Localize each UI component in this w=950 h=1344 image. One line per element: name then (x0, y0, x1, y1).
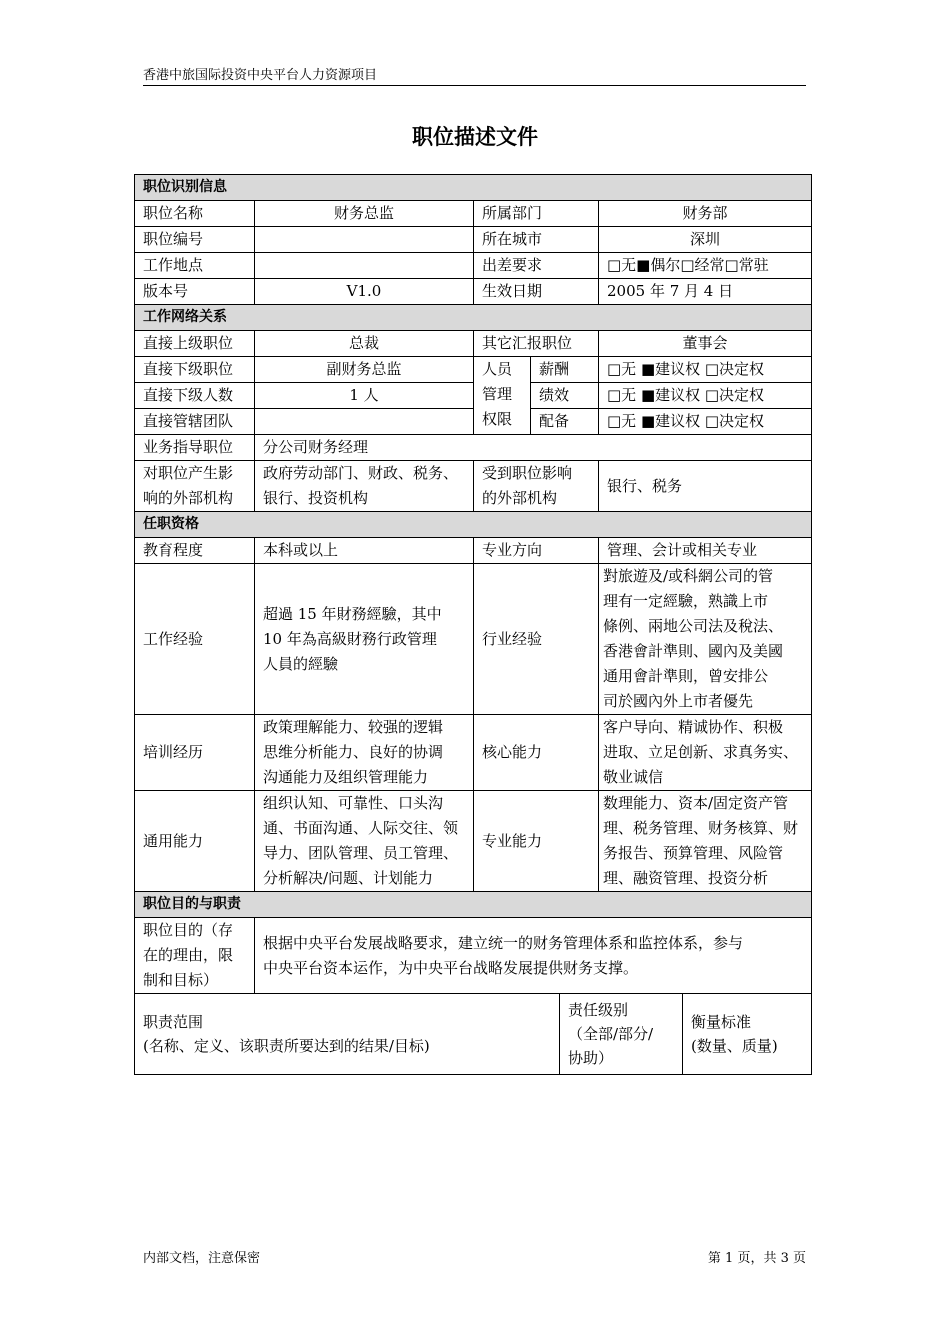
section-header: 职位识别信息 (135, 175, 812, 201)
field-label: 直接管辖团队 (135, 409, 255, 435)
field-value: 本科或以上 (255, 538, 474, 564)
field-label: 出差要求 (474, 253, 599, 279)
field-value: 银行、税务 (599, 461, 812, 512)
field-label: 直接下级人数 (135, 383, 255, 409)
field-value: 對旅遊及/或科網公司的管 理有一定經驗，熟識上市 條例、兩地公司法及稅法、 香港會計準則、國內及美國 通用會計準則，曾安排公 司於國內外上市者優先 (599, 564, 812, 715)
field-value (255, 253, 474, 279)
field-label: 通用能力 (135, 791, 255, 892)
field-value (255, 227, 474, 253)
field-value: 管理、会计或相关专业 (599, 538, 812, 564)
field-value: 1 人 (255, 383, 474, 409)
field-label: 工作经验 (135, 564, 255, 715)
document-title: 职位描述文件 (412, 124, 538, 149)
authority-item-label: 绩效 (531, 383, 599, 409)
duty-scope-header: 职责范围 (名称、定义、该职责所要达到的结果/目标) (135, 994, 560, 1075)
field-label: 生效日期 (474, 279, 599, 305)
field-value: 政策理解能力、较强的逻辑 思维分析能力、良好的协调 沟通能力及组织管理能力 (255, 715, 474, 791)
field-value: 2005 年 7 月 4 日 (599, 279, 812, 305)
field-label: 所在城市 (474, 227, 599, 253)
field-value: 财务部 (599, 201, 812, 227)
field-label: 培训经历 (135, 715, 255, 791)
footer-page-number: 第 1 页，共 3 页 (707, 1251, 806, 1266)
field-label: 专业能力 (474, 791, 599, 892)
field-label: 所属部门 (474, 201, 599, 227)
field-value: 总裁 (255, 331, 474, 357)
field-label: 工作地点 (135, 253, 255, 279)
field-value: 分公司财务经理 (255, 435, 812, 461)
authority-item-value: □无 ■建议权 □决定权 (599, 409, 812, 435)
field-label: 直接上级职位 (135, 331, 255, 357)
page-header: 香港中旅国际投资中央平台人力资源项目 (143, 64, 806, 86)
field-value: 组织认知、可靠性、口头沟 通、书面沟通、人际交往、领 导力、团队管理、员工管理、 分析解决/问题、计划能力 (255, 791, 474, 892)
field-value: 财务总监 (255, 201, 474, 227)
field-label: 业务指导职位 (135, 435, 255, 461)
field-label: 其它汇报职位 (474, 331, 599, 357)
field-value: 数理能力、资本/固定资产管 理、税务管理、财务核算、财 务报告、预算管理、风险管 理、融资管理、投资分析 (599, 791, 812, 892)
field-label: 行业经验 (474, 564, 599, 715)
duty-header-table (134, 993, 812, 1075)
field-label: 职位编号 (135, 227, 255, 253)
field-value: V1.0 (255, 279, 474, 305)
field-label: 教育程度 (135, 538, 255, 564)
field-label: 对职位产生影 响的外部机构 (135, 461, 255, 512)
section-header: 职位目的与职责 (135, 892, 812, 918)
field-value: 根据中央平台发展战略要求，建立统一的财务管理体系和监控体系，参与 中央平台资本运作，为中央平台战略发展提供财务支撑。 (255, 918, 812, 994)
authority-item-value: □无 ■建议权 □决定权 (599, 357, 812, 383)
section-header: 任职资格 (135, 512, 812, 538)
field-label: 职位目的（存 在的理由，限 制和目标） (135, 918, 255, 994)
field-value: □无■偶尔□经常□常驻 (599, 253, 812, 279)
field-value: 政府劳动部门、财政、税务、 银行、投资机构 (255, 461, 474, 512)
authority-item-label: 配备 (531, 409, 599, 435)
field-value: 客户导向、精诚协作、积极 进取、立足创新、求真务实、 敬业诚信 (599, 715, 812, 791)
field-label: 直接下级职位 (135, 357, 255, 383)
job-description-table (134, 174, 812, 994)
section-header: 工作网络关系 (135, 305, 812, 331)
duty-level-header: 责任级别 （全部/部分/ 协助） (560, 994, 683, 1075)
field-label: 职位名称 (135, 201, 255, 227)
field-value: 深圳 (599, 227, 812, 253)
field-value: 董事会 (599, 331, 812, 357)
field-label: 专业方向 (474, 538, 599, 564)
field-label: 版本号 (135, 279, 255, 305)
field-label: 受到职位影响 的外部机构 (474, 461, 599, 512)
duty-measure-header: 衡量标准 (数量、质量) (683, 994, 812, 1075)
field-value: 超過 15 年財務經驗，其中 10 年為高級財務行政管理 人員的經驗 (255, 564, 474, 715)
authority-item-label: 薪酬 (531, 357, 599, 383)
field-value: 副财务总监 (255, 357, 474, 383)
authority-item-value: □无 ■建议权 □决定权 (599, 383, 812, 409)
field-value (255, 409, 474, 435)
field-label: 核心能力 (474, 715, 599, 791)
authority-label: 人员 管理 权限 (474, 357, 531, 435)
footer-confidential: 内部文档，注意保密 (143, 1251, 261, 1266)
